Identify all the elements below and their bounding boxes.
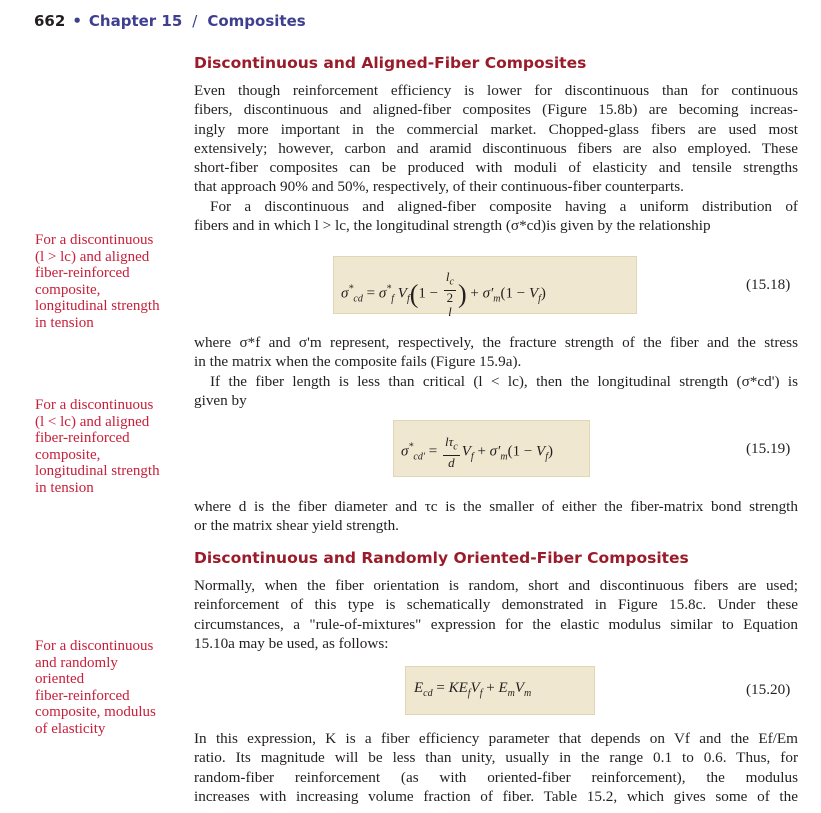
note-line: composite, bbox=[35, 281, 101, 298]
text-line: fibers and in which l > lc, the longitudinal strength (σ*cd)is given by the relationship bbox=[194, 217, 711, 235]
note-line: (l > lc) and aligned bbox=[35, 248, 150, 265]
note-line: in tension bbox=[35, 479, 94, 496]
equation-15-19: $\sigma^*_{cd'}$ = $\frac{l\tau_c}{d}$ $V_f + \sigma'_m(1 - V_f)$ bbox=[401, 434, 553, 470]
text-line: or the matrix shear yield strength. bbox=[194, 517, 399, 535]
text-line: in the matrix when the composite fails (Figure 15.9a). bbox=[194, 353, 522, 371]
note-line: For a discontinuous bbox=[35, 638, 154, 654]
text-line: Even though reinforcement efficiency is lower for discontinuous than for continuous bbox=[194, 82, 798, 99]
text-line: In this expression, K is a fiber efficiency parameter that depends on Vf and the Ef/Em bbox=[194, 730, 798, 747]
note-line: and randomly bbox=[35, 654, 118, 671]
paragraph-relationship bbox=[194, 197, 798, 236]
text-line: 15.10a may be used, as follows: bbox=[194, 634, 389, 652]
margin-note-random-modulus bbox=[35, 638, 185, 738]
section-heading-random: Discontinuous and Randomly Oriented-Fiber Composites bbox=[194, 549, 689, 567]
note-line: longitudinal strength bbox=[35, 463, 160, 480]
equation-15-20: $E_{cd} = KE_fV_f + E_mV_m$ bbox=[414, 680, 532, 699]
text-line: given by bbox=[194, 392, 247, 410]
text-line: ratio. Its magnitude will be less than unity, usually in the range 0.1 to 0.6. Thus, for bbox=[194, 749, 798, 767]
note-line: longitudinal strength bbox=[35, 298, 160, 315]
text-line: For a discontinuous and aligned-fiber composite having a uniform distribution of bbox=[210, 198, 798, 215]
text-line: ingly more important in the commercial market. Chopped-glass fibers are used most bbox=[194, 120, 798, 138]
margin-note-aligned-long bbox=[35, 232, 185, 332]
margin-note-aligned-short bbox=[35, 397, 185, 497]
note-line: of elasticity bbox=[35, 720, 106, 737]
chapter-title: Composites bbox=[207, 12, 306, 30]
note-line: fiber-reinforced bbox=[35, 430, 130, 447]
note-line: oriented bbox=[35, 671, 85, 688]
note-line: fiber-reinforced bbox=[35, 687, 130, 704]
text-line: that approach 90% and 50%, respectively, of their continuous-fiber counterparts. bbox=[194, 178, 684, 196]
chapter-label: Chapter 15 bbox=[88, 12, 183, 30]
page-number: 662 bbox=[34, 12, 66, 30]
note-line: composite, modulus bbox=[35, 704, 156, 721]
paragraph-where-fracture bbox=[194, 333, 798, 372]
equation-number-15-19: (15.19) bbox=[746, 440, 791, 457]
note-line: For a discontinuous bbox=[35, 397, 154, 413]
text-line: random-fiber reinforcement (as with oriented-fiber reinforcement), the modulus bbox=[194, 768, 798, 786]
note-line: fiber-reinforced bbox=[35, 265, 130, 282]
text-line: increases with increasing volume fraction of fiber. Table 15.2, which gives some of the bbox=[194, 787, 798, 805]
note-line: For a discontinuous bbox=[35, 232, 154, 248]
text-line: If the fiber length is less than critical (l < lc), then the longitudinal strength (σ*cd') is bbox=[210, 373, 798, 390]
equation-number-15-18: (15.18) bbox=[746, 276, 791, 293]
running-header bbox=[34, 12, 306, 30]
paragraph-efficiency bbox=[194, 729, 798, 806]
note-line: in tension bbox=[35, 314, 94, 331]
text-line: Normally, when the fiber orientation is random, short and discontinuous fibers are used; bbox=[194, 577, 798, 594]
equation-15-18: $\sigma^*_{cd} = \sigma^*_f$ $V_f(1$ − $l_c$ 2 l ) + $\sigma'_m(1 - V_f)$ bbox=[341, 269, 546, 319]
text-line: where σ*f and σ'm represent, respectively, the fracture strength of the fiber and the stress bbox=[194, 334, 798, 351]
note-line: composite, bbox=[35, 446, 101, 463]
note-line: (l < lc) and aligned bbox=[35, 413, 150, 430]
paragraph-random-intro bbox=[194, 576, 798, 653]
equation-number-15-20: (15.20) bbox=[746, 681, 791, 698]
text-line: fibers, discontinuous and aligned-fiber composites (Figure 15.8b) are becoming increas- bbox=[194, 101, 798, 119]
paragraph-where-diameter bbox=[194, 497, 798, 536]
text-line: short-fiber composites can be produced with moduli of elasticity and tensile strengths bbox=[194, 159, 798, 177]
section-heading-aligned: Discontinuous and Aligned-Fiber Composites bbox=[194, 54, 587, 72]
paragraph-intro bbox=[194, 81, 798, 197]
text-line: reinforcement of this type is schematically demonstrated in Figure 15.8c. Under these bbox=[194, 596, 798, 614]
header-slash: / bbox=[192, 12, 198, 30]
text-line: where d is the fiber diameter and τc is the smaller of either the fiber-matrix bond strength bbox=[194, 498, 798, 515]
header-separator: • bbox=[72, 12, 82, 30]
text-line: circumstances, a "rule-of-mixtures" expression for the elastic modulus similar to Equation bbox=[194, 615, 798, 633]
paragraph-short-fiber bbox=[194, 372, 798, 411]
text-line: extensively; however, carbon and aramid discontinuous fibers are also employed. These bbox=[194, 139, 798, 157]
